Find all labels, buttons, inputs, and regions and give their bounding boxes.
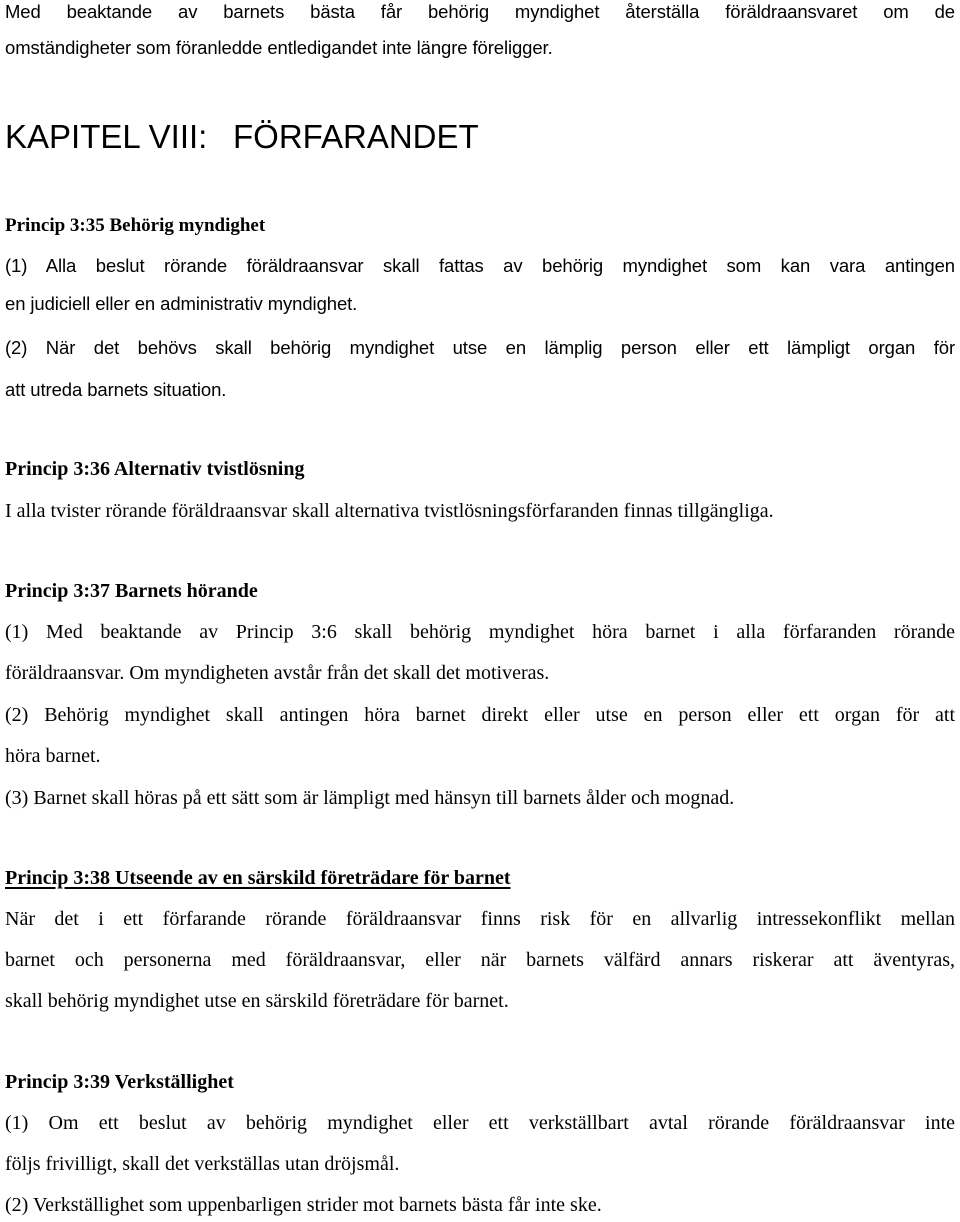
chapter-number: KAPITEL VIII: bbox=[5, 118, 208, 155]
paragraph-line: att utreda barnets situation. bbox=[5, 379, 227, 400]
intro-line-1: Med beaktande av barnets bästa får behörig myndighet återställa föräldraansvaret om de bbox=[5, 1, 955, 22]
paragraph-line: (2) Behörig myndighet skall antingen höra barnet direkt eller utse en person eller ett organ för att bbox=[5, 704, 955, 726]
intro-line-2: omständigheter som föranledde entledigandet inte längre föreligger. bbox=[5, 37, 553, 58]
paragraph-line: skall behörig myndighet utse en särskild företrädare för barnet. bbox=[5, 990, 509, 1012]
paragraph-line: (3) Barnet skall höras på ett sätt som är lämpligt med hänsyn till barnets ålder och mognad. bbox=[5, 787, 735, 809]
paragraph-line: I alla tvister rörande föräldraansvar skall alternativa tvistlösningsförfaranden finnas tillgängliga. bbox=[5, 500, 774, 522]
paragraph-line: höra barnet. bbox=[5, 745, 101, 767]
paragraph-line: (1) Alla beslut rörande föräldraansvar skall fattas av behörig myndighet som kan vara antingen bbox=[5, 255, 955, 276]
principle-heading: Princip 3:35 Behörig myndighet bbox=[5, 215, 266, 236]
paragraph-line: (2) När det behövs skall behörig myndighet utse en lämplig person eller ett lämpligt organ för bbox=[5, 337, 955, 358]
principle-heading: Princip 3:37 Barnets hörande bbox=[5, 580, 258, 602]
chapter-title: FÖRFARANDET bbox=[233, 118, 479, 155]
paragraph-line: föräldraansvar. Om myndigheten avstår från det skall det motiveras. bbox=[5, 662, 550, 684]
paragraph-line: en judiciell eller en administrativ myndighet. bbox=[5, 293, 358, 314]
paragraph-line: (1) Med beaktande av Princip 3:6 skall behörig myndighet höra barnet i alla förfaranden rörande bbox=[5, 621, 955, 643]
paragraph-line: (2) Verkställighet som uppenbarligen strider mot barnets bästa får inte ske. bbox=[5, 1194, 602, 1216]
principle-heading: Princip 3:39 Verkställighet bbox=[5, 1071, 234, 1093]
paragraph-line: När det i ett förfarande rörande föräldraansvar finns risk för en allvarlig intressekonflikt mellan bbox=[5, 908, 955, 930]
principle-heading: Princip 3:36 Alternativ tvistlösning bbox=[5, 458, 305, 480]
principle-heading: Princip 3:38 Utseende av en särskild företrädare för barnet bbox=[5, 867, 511, 889]
chapter-heading bbox=[5, 118, 479, 156]
paragraph-line: barnet och personerna med föräldraansvar, eller när barnets välfärd annars riskerar att äventyras, bbox=[5, 949, 955, 971]
paragraph-line: följs frivilligt, skall det verkställas utan dröjsmål. bbox=[5, 1153, 400, 1175]
paragraph-line: (1) Om ett beslut av behörig myndighet eller ett verkställbart avtal rörande föräldraansvar inte bbox=[5, 1112, 955, 1134]
